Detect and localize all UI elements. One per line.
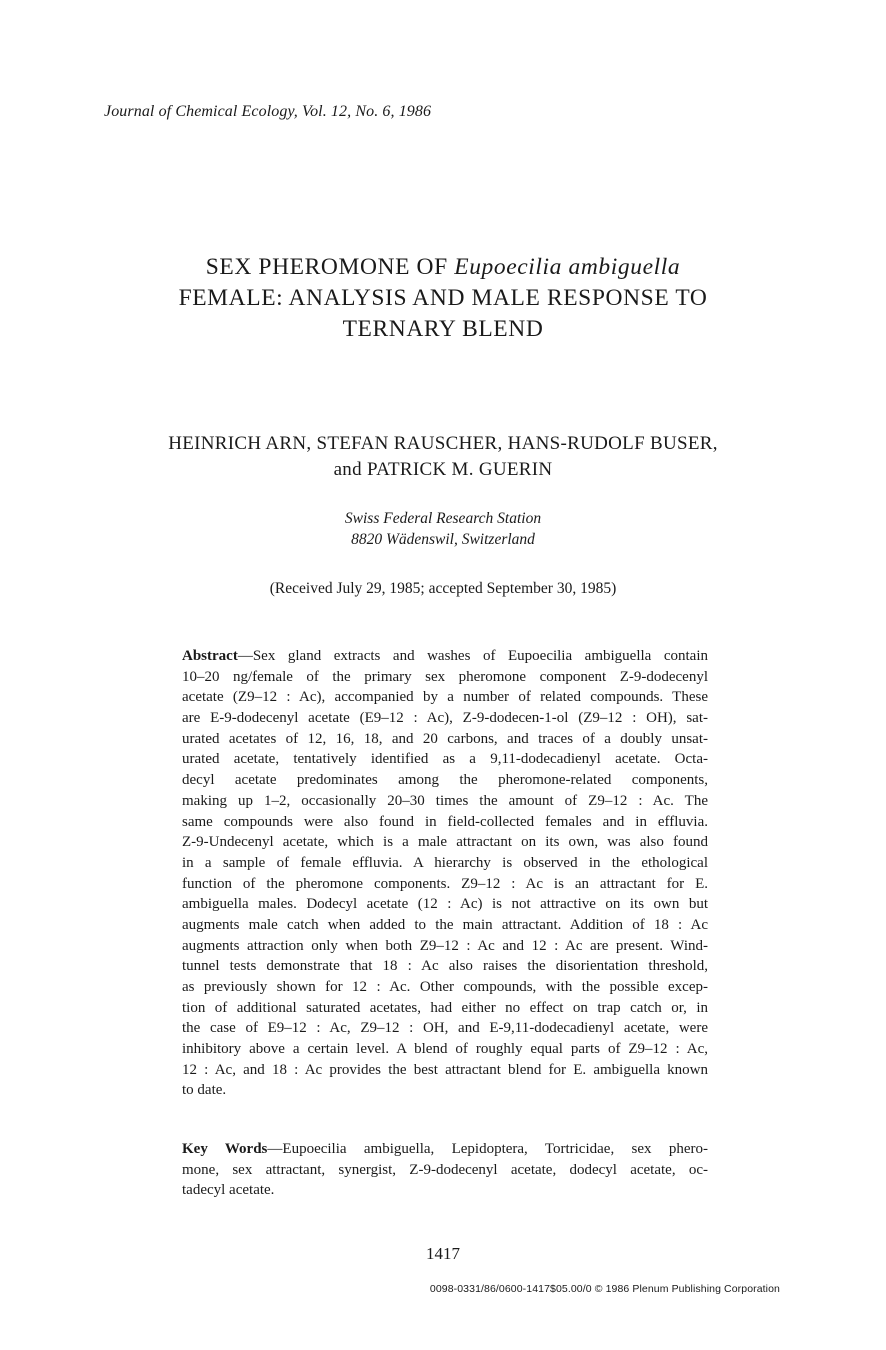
abstract-line-text: —Sex gland extracts and washes of Eupoecilia ambiguella contain <box>237 648 708 664</box>
abstract-line: augments attraction only when both Z9–12 : Ac and 12 : Ac are present. Wind- <box>182 937 708 954</box>
keywords-line-text: —Eupoecilia ambiguella, Lepidoptera, Tortricidae, sex phero- <box>267 1141 708 1157</box>
journal-citation: Journal of Chemical Ecology, Vol. 12, No. 6, 1986 <box>104 103 432 120</box>
keywords-line: tadecyl acetate. <box>182 1182 275 1199</box>
keywords-label: Key Words <box>182 1141 268 1157</box>
affiliation-line-1: Swiss Federal Research Station <box>344 510 542 527</box>
abstract <box>182 646 708 1101</box>
abstract-line: 10–20 ng/female of the primary sex pheromone component Z-9-dodecenyl <box>182 668 708 685</box>
keywords-line <box>182 1139 708 1160</box>
title-species-name: Eupoecilia ambiguella <box>454 254 681 280</box>
copyright-footer: 0098-0331/86/0600-1417$05.00/0 © 1986 Plenum Publishing Corporation <box>429 1283 780 1295</box>
affiliation-line-2: 8820 Wädenswil, Switzerland <box>351 531 535 548</box>
title-line-2: FEMALE: ANALYSIS AND MALE RESPONSE TO <box>178 285 708 311</box>
abstract-line: same compounds were also found in field-collected females and in effluvia. <box>182 813 708 830</box>
abstract-line: to date. <box>182 1082 227 1099</box>
abstract-line <box>182 646 708 667</box>
abstract-line: urated acetates of 12, 16, 18, and 20 carbons, and traces of a doubly unsat- <box>182 730 708 747</box>
author-list <box>60 431 826 483</box>
abstract-line: ambiguella males. Dodecyl acetate (12 : Ac) is not attractive on its own but <box>182 896 708 913</box>
abstract-line: urated acetate, tentatively identified as a 9,11-dodecadienyl acetate. Octa- <box>182 751 708 768</box>
article-title <box>80 252 806 345</box>
received-dates: (Received July 29, 1985; accepted September 30, 1985) <box>269 580 617 597</box>
abstract-line: tunnel tests demonstrate that 18 : Ac also raises the disorientation threshold, <box>182 958 708 975</box>
abstract-line: decyl acetate predominates among the pheromone-related components, <box>182 772 708 789</box>
abstract-line: function of the pheromone components. Z9–12 : Ac is an attractant for E. <box>182 875 708 892</box>
abstract-label: Abstract <box>182 648 238 664</box>
key-words <box>182 1139 708 1201</box>
abstract-line: tion of additional saturated acetates, had either no effect on trap catch or, in <box>182 999 708 1016</box>
title-line-1 <box>80 252 806 283</box>
abstract-line: Z-9-Undecenyl acetate, which is a male attractant on its own, was also found <box>182 834 708 851</box>
affiliation <box>200 508 686 550</box>
abstract-line: are E-9-dodecenyl acetate (E9–12 : Ac), Z-9-dodecen-1-ol (Z9–12 : OH), sat- <box>182 710 708 727</box>
abstract-line: acetate (Z9–12 : Ac), accompanied by a number of related compounds. These <box>182 689 708 706</box>
abstract-line: 12 : Ac, and 18 : Ac provides the best attractant blend for E. ambiguella known <box>182 1061 708 1078</box>
abstract-line: the case of E9–12 : Ac, Z9–12 : OH, and E-9,11-dodecadienyl acetate, were <box>182 1020 708 1037</box>
authors-line-2: and PATRICK M. GUERIN <box>333 459 553 480</box>
title-line-3: TERNARY BLEND <box>342 316 544 342</box>
abstract-line: making up 1–2, occasionally 20–30 times the amount of Z9–12 : Ac. The <box>182 792 708 809</box>
title-line-1-text: SEX PHEROMONE OF <box>205 254 455 280</box>
abstract-line: as previously shown for 12 : Ac. Other compounds, with the possible excep- <box>182 979 708 995</box>
abstract-line: inhibitory above a certain level. A blend of roughly equal parts of Z9–12 : Ac, <box>182 1041 708 1058</box>
abstract-line: in a sample of female effluvia. A hierarchy is observed in the ethological <box>182 854 708 871</box>
keywords-line: mone, sex attractant, synergist, Z-9-dodecenyl acetate, dodecyl acetate, oc- <box>182 1161 708 1178</box>
abstract-line: augments male catch when added to the main attractant. Addition of 18 : Ac <box>182 916 708 933</box>
page-number: 1417 <box>426 1244 460 1263</box>
authors-line-1: HEINRICH ARN, STEFAN RAUSCHER, HANS-RUDOLF BUSER, <box>168 433 718 454</box>
